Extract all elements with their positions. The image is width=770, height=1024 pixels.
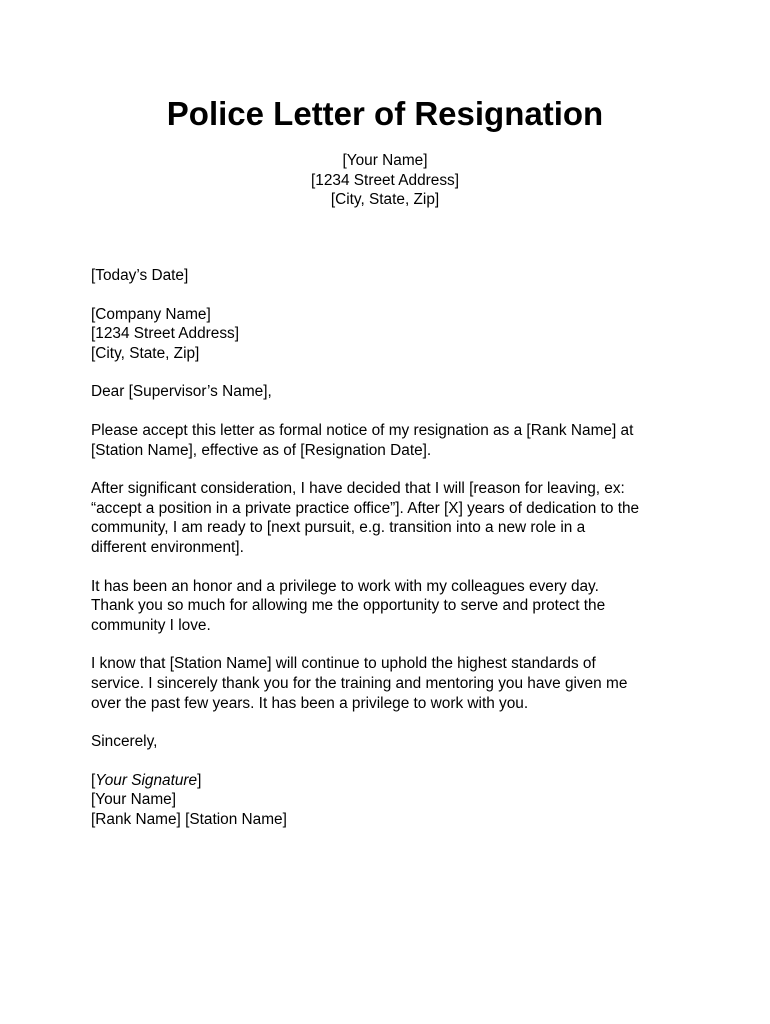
paragraph-line: service. I sincerely thank you for the training and mentoring you have given me [91, 674, 628, 692]
recipient-city: [City, State, Zip] [91, 344, 200, 362]
paragraph-closing-remarks [91, 654, 691, 713]
paragraph-line: community I love. [91, 616, 211, 634]
sender-address [0, 151, 770, 210]
paragraph-line: After significant consideration, I have decided that I will [reason for leaving, ex: [91, 480, 625, 498]
paragraph-line: over the past few years. It has been a privilege to work with you. [91, 694, 529, 712]
signoff-name: [Your Name] [91, 791, 176, 809]
date-line: [Today’s Date] [91, 267, 189, 284]
signoff-rank: [Rank Name] [Station Name] [91, 810, 287, 828]
sender-street: [1234 Street Address] [310, 171, 459, 189]
paragraph-line: I know that [Station Name] will continue to uphold the highest standards of [91, 655, 596, 673]
paragraph-line: community, I am ready to [next pursuit, e.g. transition into a new role in a [91, 519, 586, 537]
paragraph-line: “accept a position in a private practice office”]. After [X] years of dedication to the [91, 499, 640, 517]
sender-name: [Your Name] [342, 152, 428, 169]
paragraph-line: [Station Name], effective as of [Resignation Date]. [91, 441, 432, 459]
paragraph-line: It has been an honor and a privilege to work with my colleagues every day. [91, 577, 599, 595]
recipient-address [91, 305, 691, 364]
signature-close-bracket: ] [197, 771, 202, 789]
paragraph-reason [91, 479, 691, 557]
signature-placeholder: Your Signature [95, 771, 198, 789]
closing [91, 732, 691, 752]
letter-body [91, 266, 691, 829]
salutation-line: Dear [Supervisor’s Name], [91, 383, 272, 401]
signature-line [91, 771, 691, 791]
signature-open-bracket: [ [91, 771, 96, 789]
signature-block [91, 771, 691, 830]
paragraph-line: different environment]. [91, 538, 244, 556]
recipient-company: [Company Name] [91, 305, 211, 323]
recipient-street: [1234 Street Address] [91, 325, 240, 343]
closing-line: Sincerely, [91, 733, 158, 751]
sender-city: [City, State, Zip] [330, 191, 440, 209]
salutation [91, 382, 691, 402]
page-title: Police Letter of Resignation [166, 95, 604, 132]
paragraph-notice [91, 421, 691, 460]
paragraph-line: Thank you so much for allowing me the opportunity to serve and protect the [91, 597, 606, 615]
paragraph-gratitude [91, 577, 691, 636]
letter-date [91, 266, 691, 286]
paragraph-line: Please accept this letter as formal notice of my resignation as a [Rank Name] at [91, 421, 634, 439]
